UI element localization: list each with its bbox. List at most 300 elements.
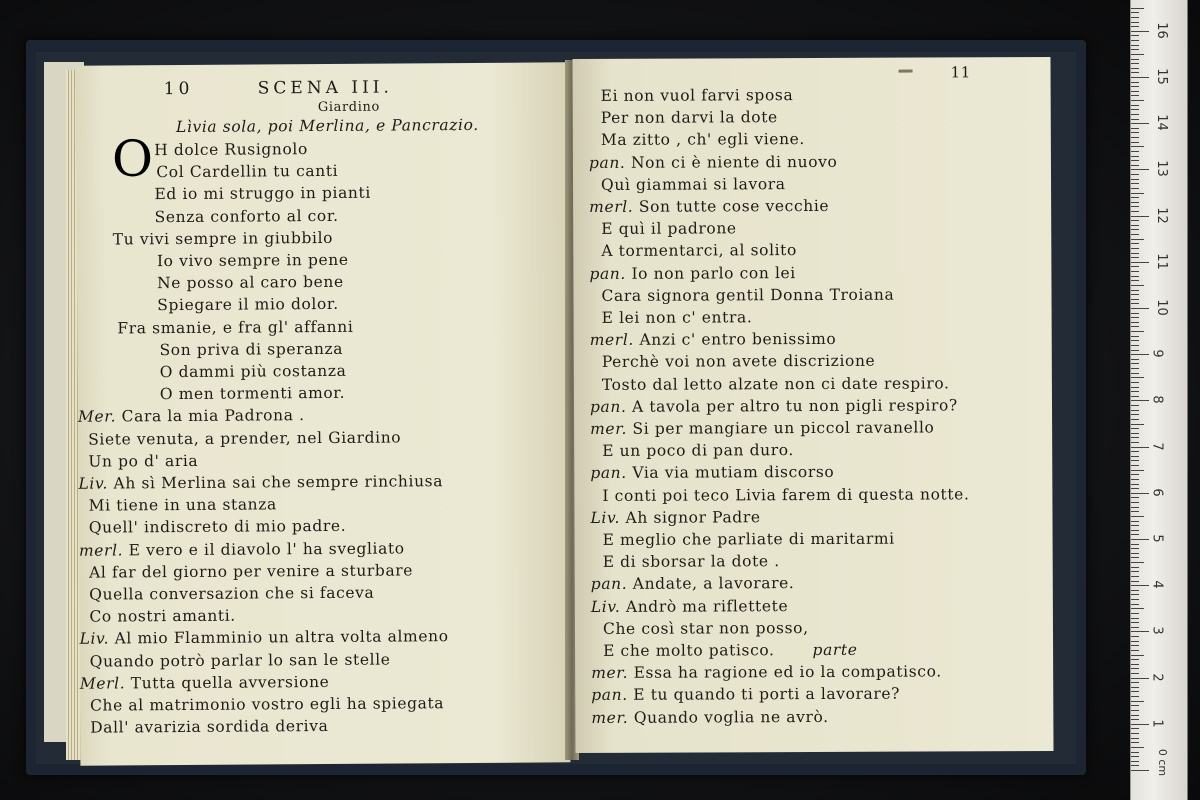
speaker-label: pan. xyxy=(589,397,633,416)
ruler-tick xyxy=(1131,183,1139,184)
ruler-tick xyxy=(1131,340,1139,341)
ruler-tick xyxy=(1131,326,1139,327)
verse-text: Che al matrimonio vostro egli ha spiegata xyxy=(89,694,445,715)
ruler-tick xyxy=(1131,410,1139,411)
ruler-tick xyxy=(1131,49,1139,50)
ruler-tick xyxy=(1131,271,1139,272)
ruler-tick xyxy=(1131,45,1139,46)
ruler-tick xyxy=(1131,456,1139,457)
ruler-tick xyxy=(1131,433,1139,434)
ruler-tick xyxy=(1131,641,1139,642)
speaker-label: mer. xyxy=(591,708,634,727)
ruler-tick xyxy=(1131,451,1139,452)
ruler-tick xyxy=(1131,437,1139,438)
text-line xyxy=(157,273,344,292)
verse-text: A tormentarci, al solito xyxy=(601,241,797,261)
text-line xyxy=(89,584,374,604)
ruler-tick xyxy=(1131,359,1139,360)
ruler-tick xyxy=(1131,146,1144,147)
ruler-tick xyxy=(1131,294,1139,295)
ruler-tick xyxy=(1131,22,1139,23)
ruler-tick xyxy=(1131,317,1139,318)
ruler-label: 15 xyxy=(1153,68,1169,85)
text-line xyxy=(591,663,942,683)
verse-text: E di sborsar la dote . xyxy=(602,552,780,572)
ruler-tick xyxy=(1131,460,1139,461)
text-line xyxy=(590,508,760,527)
verse-text: Ne posso al caro bene xyxy=(157,273,344,293)
stage-direction: Lìvia sola, poi Merlina, e Pancrazio. xyxy=(175,115,479,137)
ruler-tick xyxy=(1131,659,1139,660)
ruler-tick xyxy=(1131,516,1144,517)
ruler-tick xyxy=(1131,280,1139,281)
text-line xyxy=(591,574,795,593)
verse-text: Per non darvi la dote xyxy=(600,108,778,128)
speaker-label: mer. xyxy=(591,663,634,683)
ruler-tick xyxy=(1131,419,1139,420)
ruler-tick xyxy=(1131,590,1139,591)
ruler-tick xyxy=(1131,571,1139,572)
ruler-tick xyxy=(1131,484,1139,485)
text-line xyxy=(602,485,969,505)
speaker-label: Liv. xyxy=(590,508,626,527)
speaker-label: merl. xyxy=(589,197,639,216)
ruler-unit: 0 cm xyxy=(1156,748,1170,777)
ruler-tick xyxy=(1131,668,1139,669)
ruler-tick xyxy=(1131,678,1149,679)
text-line xyxy=(89,496,277,515)
ruler-tick xyxy=(1131,622,1139,623)
ruler-tick xyxy=(1131,428,1139,429)
verse-text: Son priva di speranza xyxy=(159,339,344,359)
text-line xyxy=(590,463,834,482)
ruler-tick xyxy=(1131,673,1139,674)
measuring-ruler xyxy=(1130,0,1188,800)
ruler-tick xyxy=(1131,142,1139,143)
ruler-tick xyxy=(1131,396,1139,397)
ruler-tick xyxy=(1131,206,1139,207)
ruler-tick xyxy=(1131,193,1144,194)
ruler-tick xyxy=(1131,701,1144,702)
ruler-tick xyxy=(1131,756,1139,757)
speaker-label: pan. xyxy=(588,153,631,172)
text-line xyxy=(154,140,308,159)
verse-text: Ah sì Merlina sai che sempre rinchiusa xyxy=(113,472,444,493)
verse-text: E lei non c' entra. xyxy=(601,308,753,327)
ruler-tick xyxy=(1131,322,1139,323)
ruler-tick xyxy=(1131,100,1144,101)
ruler-tick xyxy=(1131,424,1144,425)
ruler-tick xyxy=(1131,414,1139,415)
verse-text: Ei non vuol farvi sposa xyxy=(600,86,794,105)
speaker-label: pan. xyxy=(590,464,633,483)
text-line xyxy=(602,352,876,371)
text-line xyxy=(601,175,786,194)
text-line xyxy=(590,396,958,416)
text-line xyxy=(160,384,345,403)
ruler-tick xyxy=(1131,216,1149,217)
ruler-tick xyxy=(1131,382,1139,383)
ruler-tick xyxy=(1131,599,1139,600)
ruler-tick xyxy=(1131,479,1139,480)
ruler-tick xyxy=(1131,691,1139,692)
ruler-tick xyxy=(1131,303,1139,304)
ruler-tick xyxy=(1131,507,1139,508)
ruler-tick xyxy=(1131,474,1139,475)
ruler-tick xyxy=(1131,377,1144,378)
ruler-label: 12 xyxy=(1153,206,1169,224)
verse-text: Ma zitto , ch' egli viene. xyxy=(600,130,805,150)
ruler-tick xyxy=(1131,336,1139,337)
text-line xyxy=(89,607,236,626)
ruler-tick xyxy=(1131,285,1144,286)
ruler-tick xyxy=(1131,645,1139,646)
ruler-tick xyxy=(1131,105,1139,106)
ruler-tick xyxy=(1131,631,1149,632)
text-line xyxy=(603,619,809,638)
ruler-tick xyxy=(1131,391,1139,392)
text-line xyxy=(117,317,353,337)
ruler-tick xyxy=(1131,368,1139,369)
ruler-tick xyxy=(1131,77,1149,78)
ruler-tick xyxy=(1131,719,1139,720)
ruler-label: 11 xyxy=(1153,253,1169,270)
ruler-tick xyxy=(1131,31,1149,32)
text-line xyxy=(601,130,805,149)
ruler-tick xyxy=(1131,165,1139,166)
ruler-tick xyxy=(1131,211,1139,212)
ruler-tick xyxy=(1131,687,1139,688)
verse-text: Non ci è niente di nuovo xyxy=(630,152,838,172)
ruler-tick xyxy=(1131,521,1139,522)
ruler-tick xyxy=(1131,276,1139,277)
ruler-tick xyxy=(1131,664,1139,665)
ruler-tick xyxy=(1131,63,1139,64)
ruler-tick xyxy=(1131,202,1139,203)
ruler-tick xyxy=(1131,728,1139,729)
ruler-tick xyxy=(1131,174,1139,175)
ruler-tick xyxy=(1131,594,1139,595)
text-line xyxy=(157,251,349,270)
text-line xyxy=(159,340,343,359)
setting: Giardino xyxy=(317,99,380,116)
text-line xyxy=(78,472,443,493)
verse-text: Che così star non posso, xyxy=(602,618,809,638)
ruler-tick xyxy=(1131,765,1139,766)
ruler-tick xyxy=(1131,724,1149,725)
ruler-tick xyxy=(1131,68,1139,69)
verse-text: Ah signor Padre xyxy=(625,508,761,527)
verse-text: Anzi c' entro benissimo xyxy=(639,330,837,349)
ruler-tick xyxy=(1131,650,1139,651)
ruler-tick xyxy=(1131,497,1139,498)
verse-text: Siete venuta, a prender, nel Giardino xyxy=(88,428,402,449)
verse-text: Perchè voi non avete discrizione xyxy=(601,352,876,372)
ruler-tick xyxy=(1131,132,1139,133)
text-line xyxy=(156,162,338,181)
ruler-tick xyxy=(1131,313,1139,314)
verse-text: Quando voglia ne avrò. xyxy=(633,707,829,727)
verse-text: Spiegare il mio dolor. xyxy=(157,295,339,315)
text-line xyxy=(603,552,780,571)
ruler-tick xyxy=(1131,54,1144,55)
ruler-label: 6 xyxy=(1149,488,1165,497)
ruler-tick xyxy=(1131,119,1139,120)
verse-text: A tavola per altro tu non pigli respiro? xyxy=(631,396,958,416)
ruler-tick xyxy=(1131,12,1139,13)
ruler-tick xyxy=(1131,447,1149,448)
text-line xyxy=(591,597,788,616)
ruler-label: 16 xyxy=(1153,22,1169,39)
ruler-tick xyxy=(1131,636,1139,637)
ruler-tick xyxy=(1131,742,1139,743)
ruler-tick xyxy=(1131,26,1139,27)
ruler-label: 5 xyxy=(1149,534,1165,543)
ruler-tick xyxy=(1131,747,1144,748)
text-line xyxy=(602,441,794,460)
right-page xyxy=(572,57,1053,753)
text-line xyxy=(602,308,753,327)
ruler-tick xyxy=(1131,17,1139,18)
verse-text: I conti poi teco Livia farem di questa notte. xyxy=(602,484,970,505)
ruler-tick xyxy=(1131,400,1149,401)
ruler-tick xyxy=(1131,682,1139,683)
ruler-tick xyxy=(1131,350,1139,351)
verse-text: E quì il padrone xyxy=(601,219,737,239)
speaker-label: Liv. xyxy=(79,629,115,649)
ruler-tick xyxy=(1131,557,1139,558)
ruler-tick xyxy=(1131,354,1149,355)
text-line xyxy=(90,694,444,714)
text-line xyxy=(603,641,858,660)
ruler-tick xyxy=(1131,752,1139,753)
ruler-label: 7 xyxy=(1149,441,1165,451)
verse-text: O dammi più costanza xyxy=(159,361,347,382)
ruler-tick xyxy=(1131,197,1139,198)
verse-text: O men tormenti amor. xyxy=(159,384,346,404)
ruler-tick xyxy=(1131,733,1139,734)
verse-text: Fra smanie, e fra gl' affanni xyxy=(117,317,354,338)
text-line xyxy=(80,628,449,649)
ruler-tick xyxy=(1131,59,1139,60)
ruler-tick xyxy=(1131,585,1149,586)
text-line xyxy=(589,152,838,171)
text-line xyxy=(591,685,900,704)
ruler-tick xyxy=(1131,627,1139,628)
verse-text: E tu quando ti porti a lavorare? xyxy=(633,685,901,705)
verse-text: Ed io mi struggo in pianti xyxy=(154,184,371,204)
ruler-tick xyxy=(1131,562,1144,563)
ruler-tick xyxy=(1131,502,1139,503)
ruler-tick xyxy=(1131,179,1139,180)
text-line xyxy=(90,650,391,670)
text-line xyxy=(80,673,330,693)
ruler-tick xyxy=(1131,345,1139,346)
verse-text: Dall' avarizia sordida deriva xyxy=(90,717,329,737)
speaker-label: pan. xyxy=(591,686,634,705)
speaker-label: Liv. xyxy=(78,474,114,493)
text-line xyxy=(591,708,828,727)
verse-text: Io vivo sempre in pene xyxy=(156,250,349,271)
text-line xyxy=(601,86,794,105)
text-line xyxy=(603,530,895,549)
verse-text: Quando potrò parlar lo san le stelle xyxy=(89,650,391,671)
ruler-tick xyxy=(1131,123,1149,124)
speaker-label: pan. xyxy=(589,264,632,283)
verse-text: Al far del giorno per venire a sturbare xyxy=(89,561,414,582)
ruler-tick xyxy=(1131,308,1149,309)
verse-text: Tu vivi sempre in giubbilo xyxy=(112,228,334,249)
ruler-tick xyxy=(1131,290,1139,291)
ruler-tick xyxy=(1131,373,1139,374)
ruler-tick xyxy=(1131,525,1139,526)
ruler-tick xyxy=(1131,715,1139,716)
ruler-label: 3 xyxy=(1149,626,1165,636)
ruler-label: 1 xyxy=(1149,719,1165,728)
text-line xyxy=(601,285,894,304)
verse-text: Via via mutiam discorso xyxy=(632,463,835,483)
ruler-tick xyxy=(1131,530,1139,531)
ruler-tick xyxy=(1131,82,1139,83)
speaker-label: merl. xyxy=(589,330,640,350)
ruler-tick xyxy=(1131,331,1144,332)
ruler-tick xyxy=(1131,253,1139,254)
dropcap: O xyxy=(112,130,153,188)
speaker-label: Mer. xyxy=(77,407,122,427)
ruler-tick xyxy=(1131,511,1139,512)
ruler-tick xyxy=(1131,151,1139,152)
speaker-label: Liv. xyxy=(590,597,626,616)
text-line xyxy=(90,717,328,737)
ruler-tick xyxy=(1131,72,1139,73)
text-line xyxy=(113,229,333,249)
ruler-tick xyxy=(1131,188,1139,189)
ruler-tick xyxy=(1131,40,1139,41)
ruler-tick xyxy=(1131,239,1144,240)
ruler-tick xyxy=(1131,534,1139,535)
verse-text: H dolce Rusignolo xyxy=(154,140,308,160)
ruler-tick xyxy=(1131,234,1139,235)
page-number-right: 11 xyxy=(950,63,971,82)
ruler-tick xyxy=(1131,738,1139,739)
verse-text: Cara la mia Padrona . xyxy=(121,406,305,426)
verse-text: E un poco di pan duro. xyxy=(602,441,794,461)
ruler-tick xyxy=(1131,465,1139,466)
ruler-tick xyxy=(1131,128,1139,129)
verse-text: Tutta quella avversione xyxy=(130,672,330,693)
ruler-tick xyxy=(1131,35,1139,36)
verse-text: Andate, a lavorare. xyxy=(632,574,795,594)
ruler-tick xyxy=(1131,220,1139,221)
printer-mark xyxy=(899,70,913,73)
text-line xyxy=(601,241,797,260)
verse-text: E meglio che parliate di maritarmi xyxy=(602,529,895,549)
speaker-label: pan. xyxy=(590,575,633,594)
text-line xyxy=(590,418,934,438)
ruler-tick xyxy=(1131,243,1139,244)
ruler-tick xyxy=(1131,548,1139,549)
ruler-tick xyxy=(1131,567,1139,568)
ruler-label: 9 xyxy=(1149,349,1165,358)
ruler-label: 10 xyxy=(1153,299,1169,316)
ruler-tick xyxy=(1131,608,1144,609)
verse-text: Co nostri amanti. xyxy=(89,606,236,626)
speaker-label: mer. xyxy=(590,419,633,438)
verse-text: Quella conversazion che si faceva xyxy=(89,583,375,604)
ruler-tick xyxy=(1131,442,1139,443)
text-line xyxy=(154,184,371,204)
verse-text: Quell' indiscreto di mio padre. xyxy=(88,517,347,538)
scene-title: SCENA III. xyxy=(257,77,393,99)
ruler-tick xyxy=(1131,581,1139,582)
ruler-tick xyxy=(1131,262,1149,263)
page-number-left: 10 xyxy=(163,78,194,100)
verse-text: Essa ha ragione ed io la compatisco. xyxy=(633,662,942,682)
ruler-label: 8 xyxy=(1149,395,1165,405)
text-line xyxy=(602,374,950,394)
aside-direction: parte xyxy=(812,640,858,660)
ruler-tick xyxy=(1131,553,1139,554)
ruler-tick xyxy=(1131,655,1144,656)
text-line xyxy=(589,197,829,216)
verse-text: Quì giammai si lavora xyxy=(600,174,786,194)
speaker-label: Merl. xyxy=(79,674,131,693)
ruler-tick xyxy=(1131,770,1149,771)
ruler-tick xyxy=(1131,109,1139,110)
ruler-tick xyxy=(1131,705,1139,706)
ruler-tick xyxy=(1131,613,1139,614)
ruler-tick xyxy=(1131,169,1149,170)
ruler-tick xyxy=(1131,618,1139,619)
ruler-label: 2 xyxy=(1149,672,1165,682)
ruler-tick xyxy=(1131,229,1139,230)
text-line xyxy=(589,264,795,283)
ruler-tick xyxy=(1131,604,1139,605)
ruler-tick xyxy=(1131,761,1139,762)
verse-text: Andrò ma riflettete xyxy=(625,596,789,616)
text-line xyxy=(601,108,778,127)
text-line xyxy=(155,206,339,225)
ruler-tick xyxy=(1131,8,1144,9)
verse-text: E che molto patisco. xyxy=(603,641,775,660)
ruler-tick xyxy=(1131,248,1139,249)
ruler-tick xyxy=(1131,576,1139,577)
ruler-tick xyxy=(1131,544,1139,545)
text-line xyxy=(160,362,347,381)
verse-text: Si per mangiare un piccol ravanello xyxy=(632,418,935,438)
text-line xyxy=(89,517,347,537)
text-line xyxy=(89,561,413,581)
ruler-tick xyxy=(1131,363,1139,364)
text-line xyxy=(157,295,339,314)
ruler-tick xyxy=(1131,91,1139,92)
ruler-tick xyxy=(1131,257,1139,258)
ruler-tick xyxy=(1131,114,1139,115)
ruler-tick xyxy=(1131,710,1139,711)
ruler-tick xyxy=(1131,470,1144,471)
text-line xyxy=(88,428,401,448)
verse-text: E vero e il diavolo l' ha svegliato xyxy=(128,539,405,559)
verse-text: Senza conforto al cor. xyxy=(154,206,339,226)
ruler-tick xyxy=(1131,539,1149,540)
ruler-tick xyxy=(1131,225,1139,226)
text-line xyxy=(79,539,405,559)
verse-text: Mi tiene in una stanza xyxy=(88,495,277,515)
verse-text: Cara signora gentil Donna Troiana xyxy=(601,285,895,305)
ruler-tick xyxy=(1131,299,1139,300)
ruler-tick xyxy=(1131,160,1139,161)
ruler-tick xyxy=(1131,156,1139,157)
